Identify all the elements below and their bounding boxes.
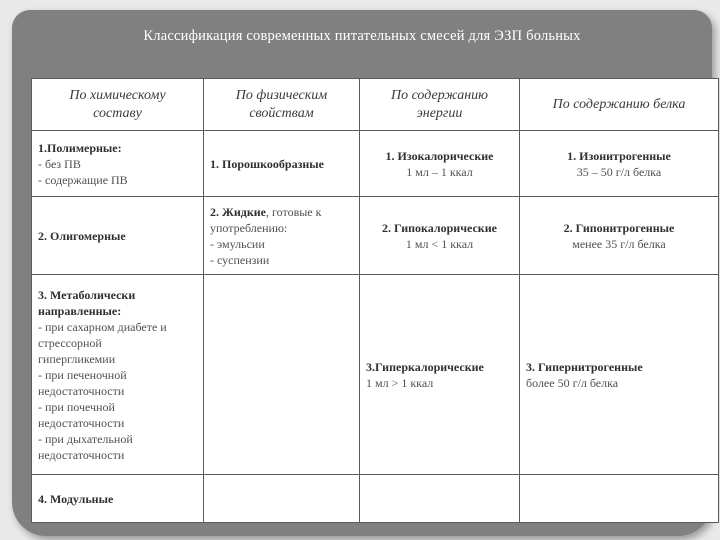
metabolic-line: - при почечной: [38, 399, 115, 414]
header-physical: [204, 79, 360, 131]
empty-cell: [204, 275, 360, 475]
metabolic-title-2: направленные:: [38, 303, 122, 318]
cell-powder: [204, 131, 360, 197]
liquid-line-1: употреблению:: [210, 220, 288, 235]
header-physical-line2: свойствам: [249, 105, 314, 121]
metabolic-line: гипергликемии: [38, 351, 116, 366]
metabolic-line: - при печеночной: [38, 367, 127, 382]
cell-metabolic: [32, 275, 204, 475]
header-protein: [520, 79, 719, 131]
empty-cell: [360, 475, 520, 523]
empty-cell: [204, 475, 360, 523]
hypercaloric-value: 1 мл > 1 ккал: [366, 375, 434, 390]
header-physical-line1: По физическим: [235, 87, 328, 103]
isonitrogenous-value: 35 – 50 г/л белка: [576, 164, 662, 179]
metabolic-line: - при дыхательной: [38, 431, 133, 446]
slide-frame: [12, 10, 712, 536]
cell-oligomer: [32, 197, 204, 275]
isonitrogenous-title: 1. Изонитрогенные: [567, 148, 671, 163]
liquid-title: 2. Жидкие: [210, 204, 267, 219]
empty-cell: [520, 475, 719, 523]
table-row: [32, 475, 719, 523]
header-chemical: [32, 79, 204, 131]
header-energy: [360, 79, 520, 131]
cell-hypocaloric: [360, 197, 520, 275]
hypocaloric-value: 1 мл < 1 ккал: [405, 236, 474, 251]
metabolic-title-1: 3. Метаболически: [38, 287, 136, 302]
powder-title: 1. Порошкообразные: [210, 156, 324, 171]
header-energy-line1: По содержанию: [390, 87, 489, 103]
metabolic-line: недостаточности: [38, 447, 125, 462]
cell-hyponitrogenous: [520, 197, 719, 275]
metabolic-line: недостаточности: [38, 415, 125, 430]
liquid-title-rest: , готовые к: [266, 204, 322, 219]
cell-polymer: [32, 131, 204, 197]
polymer-item-2: - содержащие ПВ: [38, 172, 128, 187]
hypernitrogenous-value: более 50 г/л белка: [526, 375, 619, 390]
header-chemical-line2: составу: [93, 105, 142, 121]
table-row: [32, 275, 719, 475]
polymer-item-1: - без ПВ: [38, 156, 81, 171]
isocaloric-value: 1 мл – 1 ккал: [406, 164, 473, 179]
table-row: [32, 197, 719, 275]
cell-isonitrogenous: [520, 131, 719, 197]
cell-liquid: [204, 197, 360, 275]
table-row: [32, 131, 719, 197]
polymer-title: 1.Полимерные:: [38, 140, 122, 155]
cell-hypernitrogenous: [520, 275, 719, 475]
liquid-line-2: - эмульсии: [210, 236, 265, 251]
hyponitrogenous-value: менее 35 г/л белка: [572, 236, 666, 251]
classification-table: [31, 78, 719, 523]
isocaloric-title: 1. Изокалорические: [385, 148, 494, 163]
header-energy-line2: энергии: [416, 105, 463, 121]
cell-modular: [32, 475, 204, 523]
hypernitrogenous-title: 3. Гипернитрогенные: [526, 359, 643, 374]
header-chemical-line1: По химическому: [69, 87, 166, 103]
hypocaloric-title: 2. Гипокалорические: [382, 220, 497, 235]
oligomer-title: 2. Олигомерные: [38, 228, 126, 243]
header-protein-text: По содержанию белка: [552, 96, 686, 112]
metabolic-line: - при сахарном диабете и: [38, 319, 167, 334]
cell-isocaloric: [360, 131, 520, 197]
liquid-line-3: - суспензии: [210, 252, 270, 267]
hypercaloric-title: 3.Гиперкалорические: [366, 359, 484, 374]
modular-title: 4. Модульные: [38, 491, 114, 506]
metabolic-line: стрессорной: [38, 335, 102, 350]
cell-hypercaloric: [360, 275, 520, 475]
slide-title: Классификация современных питательных смесей для ЭЗП больных: [143, 28, 581, 44]
hyponitrogenous-title: 2. Гипонитрогенные: [563, 220, 675, 235]
metabolic-line: недостаточности: [38, 383, 125, 398]
header-row: [32, 79, 719, 131]
